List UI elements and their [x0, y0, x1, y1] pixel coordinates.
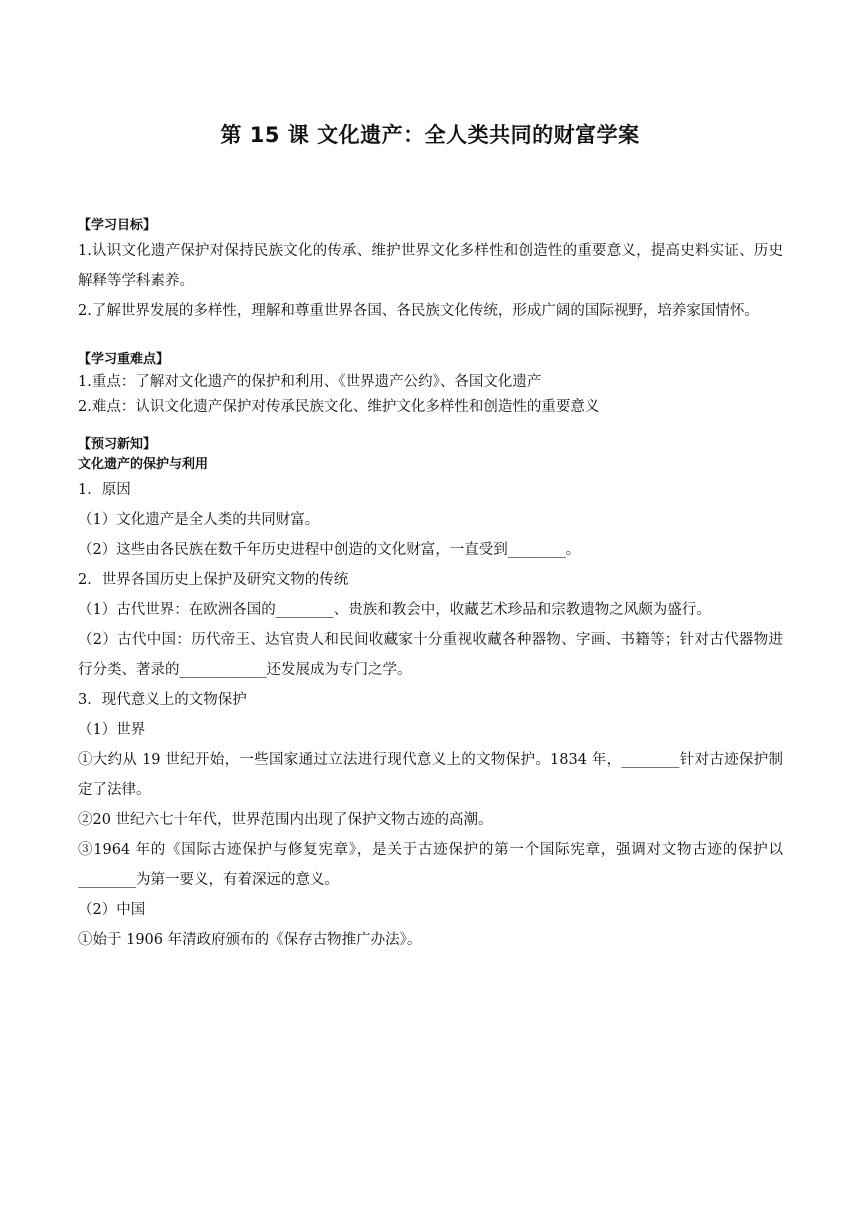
- preview-section: [78, 434, 783, 955]
- document-title: 第 15 课 文化遗产：全人类共同的财富学案: [220, 123, 640, 147]
- preview-line: （1）世界: [78, 722, 146, 738]
- key-point-item-1: 1.重点：了解对文化遗产的保护和利用、《世界遗产公约》、各国文化遗产: [78, 374, 542, 390]
- objective-item-2: 2.了解世界发展的多样性，理解和尊重世界各国、各民族文化传统，形成广阔的国际视野，培养家国情怀。: [78, 303, 759, 319]
- preview-line: （2）中国: [78, 902, 146, 918]
- preview-heading: 【预习新知】: [78, 437, 157, 452]
- objectives-section: [78, 215, 783, 326]
- document-body: [78, 215, 783, 955]
- objective-item-1: 1.认识文化遗产保护对保持民族文化的传承、维护世界文化多样性和创造性的重要意义，提高史料实证、历史解释等学科素养。: [78, 243, 783, 289]
- preview-line: （2）古代中国：历代帝王、达官贵人和民间收藏家十分重视收藏各种器物、字画、书籍等；针对古代器物进行分类、著录的____________还发展成为专门之学。: [78, 632, 783, 678]
- preview-line: （1）文化遗产是全人类的共同财富。: [78, 512, 320, 528]
- preview-line: ③1964 年的《国际古迹保护与修复宪章》，是关于古迹保护的第一个国际宪章，强调对文物古迹的保护以________为第一要义，有着深远的意义。: [78, 842, 783, 888]
- spacer: [78, 420, 783, 434]
- preview-line: ①大约从 19 世纪开始，一些国家通过立法进行现代意义上的文物保护。1834 年，________针对古迹保护制定了法律。: [78, 752, 783, 798]
- key-points-heading: 【学习重难点】: [78, 352, 170, 367]
- preview-line: （2）这些由各民族在数千年历史进程中创造的文化财富，一直受到________。: [78, 542, 581, 558]
- key-points-section: [78, 349, 783, 420]
- preview-subheading: 文化遗产的保护与利用: [78, 457, 209, 472]
- key-point-item-2: 2.难点：认识文化遗产保护对传承民族文化、维护文化多样性和创造性的重要意义: [78, 399, 600, 415]
- preview-line: 1．原因: [78, 482, 131, 498]
- spacer: [78, 326, 783, 349]
- preview-line: 3．现代意义上的文物保护: [78, 692, 247, 708]
- preview-line: ①始于 1906 年清政府颁布的《保存古物推广办法》。: [78, 932, 422, 948]
- preview-line: 2．世界各国历史上保护及研究文物的传统: [78, 572, 349, 588]
- preview-line: （1）古代世界：在欧洲各国的________、贵族和教会中，收藏艺术珍品和宗教遗物之风颇为盛行。: [78, 602, 711, 618]
- preview-line: ②20 世纪六七十年代，世界范围内出现了保护文物古迹的高潮。: [78, 812, 493, 828]
- objectives-heading: 【学习目标】: [78, 218, 157, 233]
